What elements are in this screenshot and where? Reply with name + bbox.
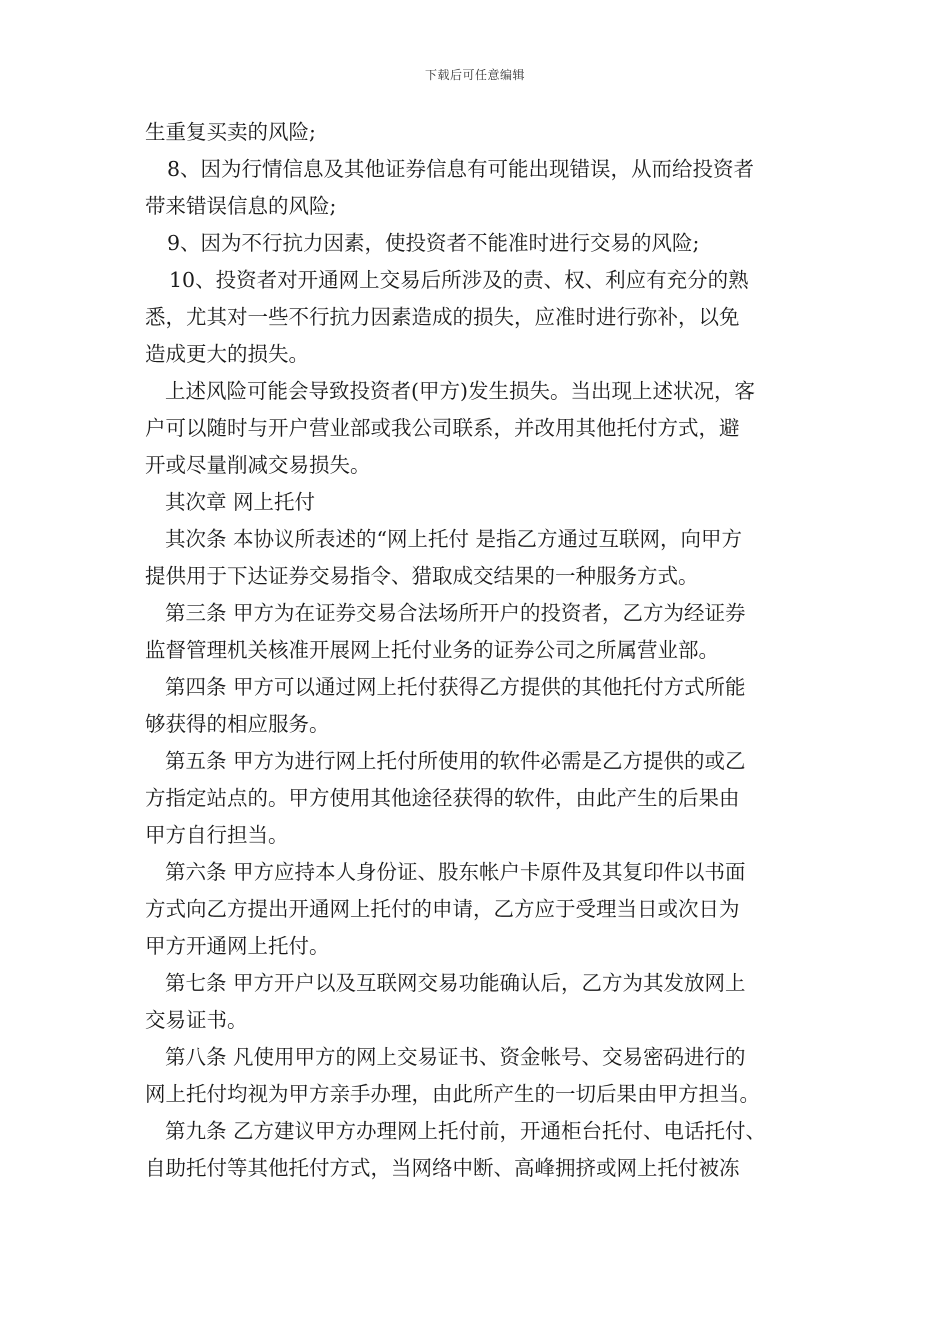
text-line: 网上托付均视为甲方亲手办理，由此所产生的一切后果由甲方担当。 [145, 1082, 760, 1106]
text-line: 10、投资者对开通网上交易后所涉及的责、权、利应有充分的熟 [169, 268, 749, 292]
text-line: 方指定站点的。甲方使用其他途径获得的软件，由此产生的后果由 [145, 786, 740, 810]
text-line: 开或尽量削减交易损失。 [145, 453, 371, 477]
text-line: 方式向乙方提出开通网上托付的申请，乙方应于受理当日或次日为 [145, 897, 740, 921]
text-line: 自助托付等其他托付方式，当网络中断、高峰拥挤或网上托付被冻 [145, 1156, 740, 1180]
text-line: 第三条 甲方为在证券交易合法场所开户的投资者，乙方为经证券 [165, 601, 746, 625]
text-line: 第四条 甲方可以通过网上托付获得乙方提供的其他托付方式所能 [165, 675, 746, 699]
text-line: 户可以随时与开户营业部或我公司联系，并改用其他托付方式，避 [145, 416, 740, 440]
text-line: 9、因为不行抗力因素，使投资者不能准时进行交易的风险; [167, 231, 700, 255]
text-line: 悉，尤其对一些不行抗力因素造成的损失，应准时进行弥补，以免 [145, 305, 740, 329]
text-line: 第六条 甲方应持本人身份证、股东帐户卡原件及其复印件以书面 [165, 860, 746, 884]
text-line: 其次条 本协议所表述的“网上托付 是指乙方通过互联网，向甲方 [165, 527, 743, 551]
text-line: 生重复买卖的风险; [145, 120, 316, 144]
text-line: 带来错误信息的风险; [145, 194, 337, 218]
text-line: 造成更大的损失。 [145, 342, 309, 366]
text-line: 第八条 凡使用甲方的网上交易证书、资金帐号、交易密码进行的 [165, 1045, 746, 1069]
text-line: 上述风险可能会导致投资者(甲方)发生损失。当出现上述状况，客 [165, 379, 755, 403]
page-header: 下载后可任意编辑 [424, 68, 525, 82]
text-line: 甲方开通网上托付。 [145, 934, 330, 958]
text-line: 监督管理机关核准开展网上托付业务的证券公司之所属营业部。 [145, 638, 719, 662]
text-line: 提供用于下达证券交易指令、猎取成交结果的一种服务方式。 [145, 564, 699, 588]
text-line: 甲方自行担当。 [145, 823, 289, 847]
text-line: 第九条 乙方建议甲方办理网上托付前，开通柜台托付、电话托付、 [165, 1119, 767, 1143]
document-body [145, 114, 815, 1187]
chapter-heading: 其次章 网上托付 [165, 490, 316, 514]
text-line: 8、因为行情信息及其他证券信息有可能出现错误，从而给投资者 [167, 157, 755, 181]
text-line: 交易证书。 [145, 1008, 248, 1032]
text-line: 第五条 甲方为进行网上托付所使用的软件必需是乙方提供的或乙 [165, 749, 746, 773]
text-line: 够获得的相应服务。 [145, 712, 330, 736]
text-line: 第七条 甲方开户以及互联网交易功能确认后，乙方为其发放网上 [165, 971, 746, 995]
